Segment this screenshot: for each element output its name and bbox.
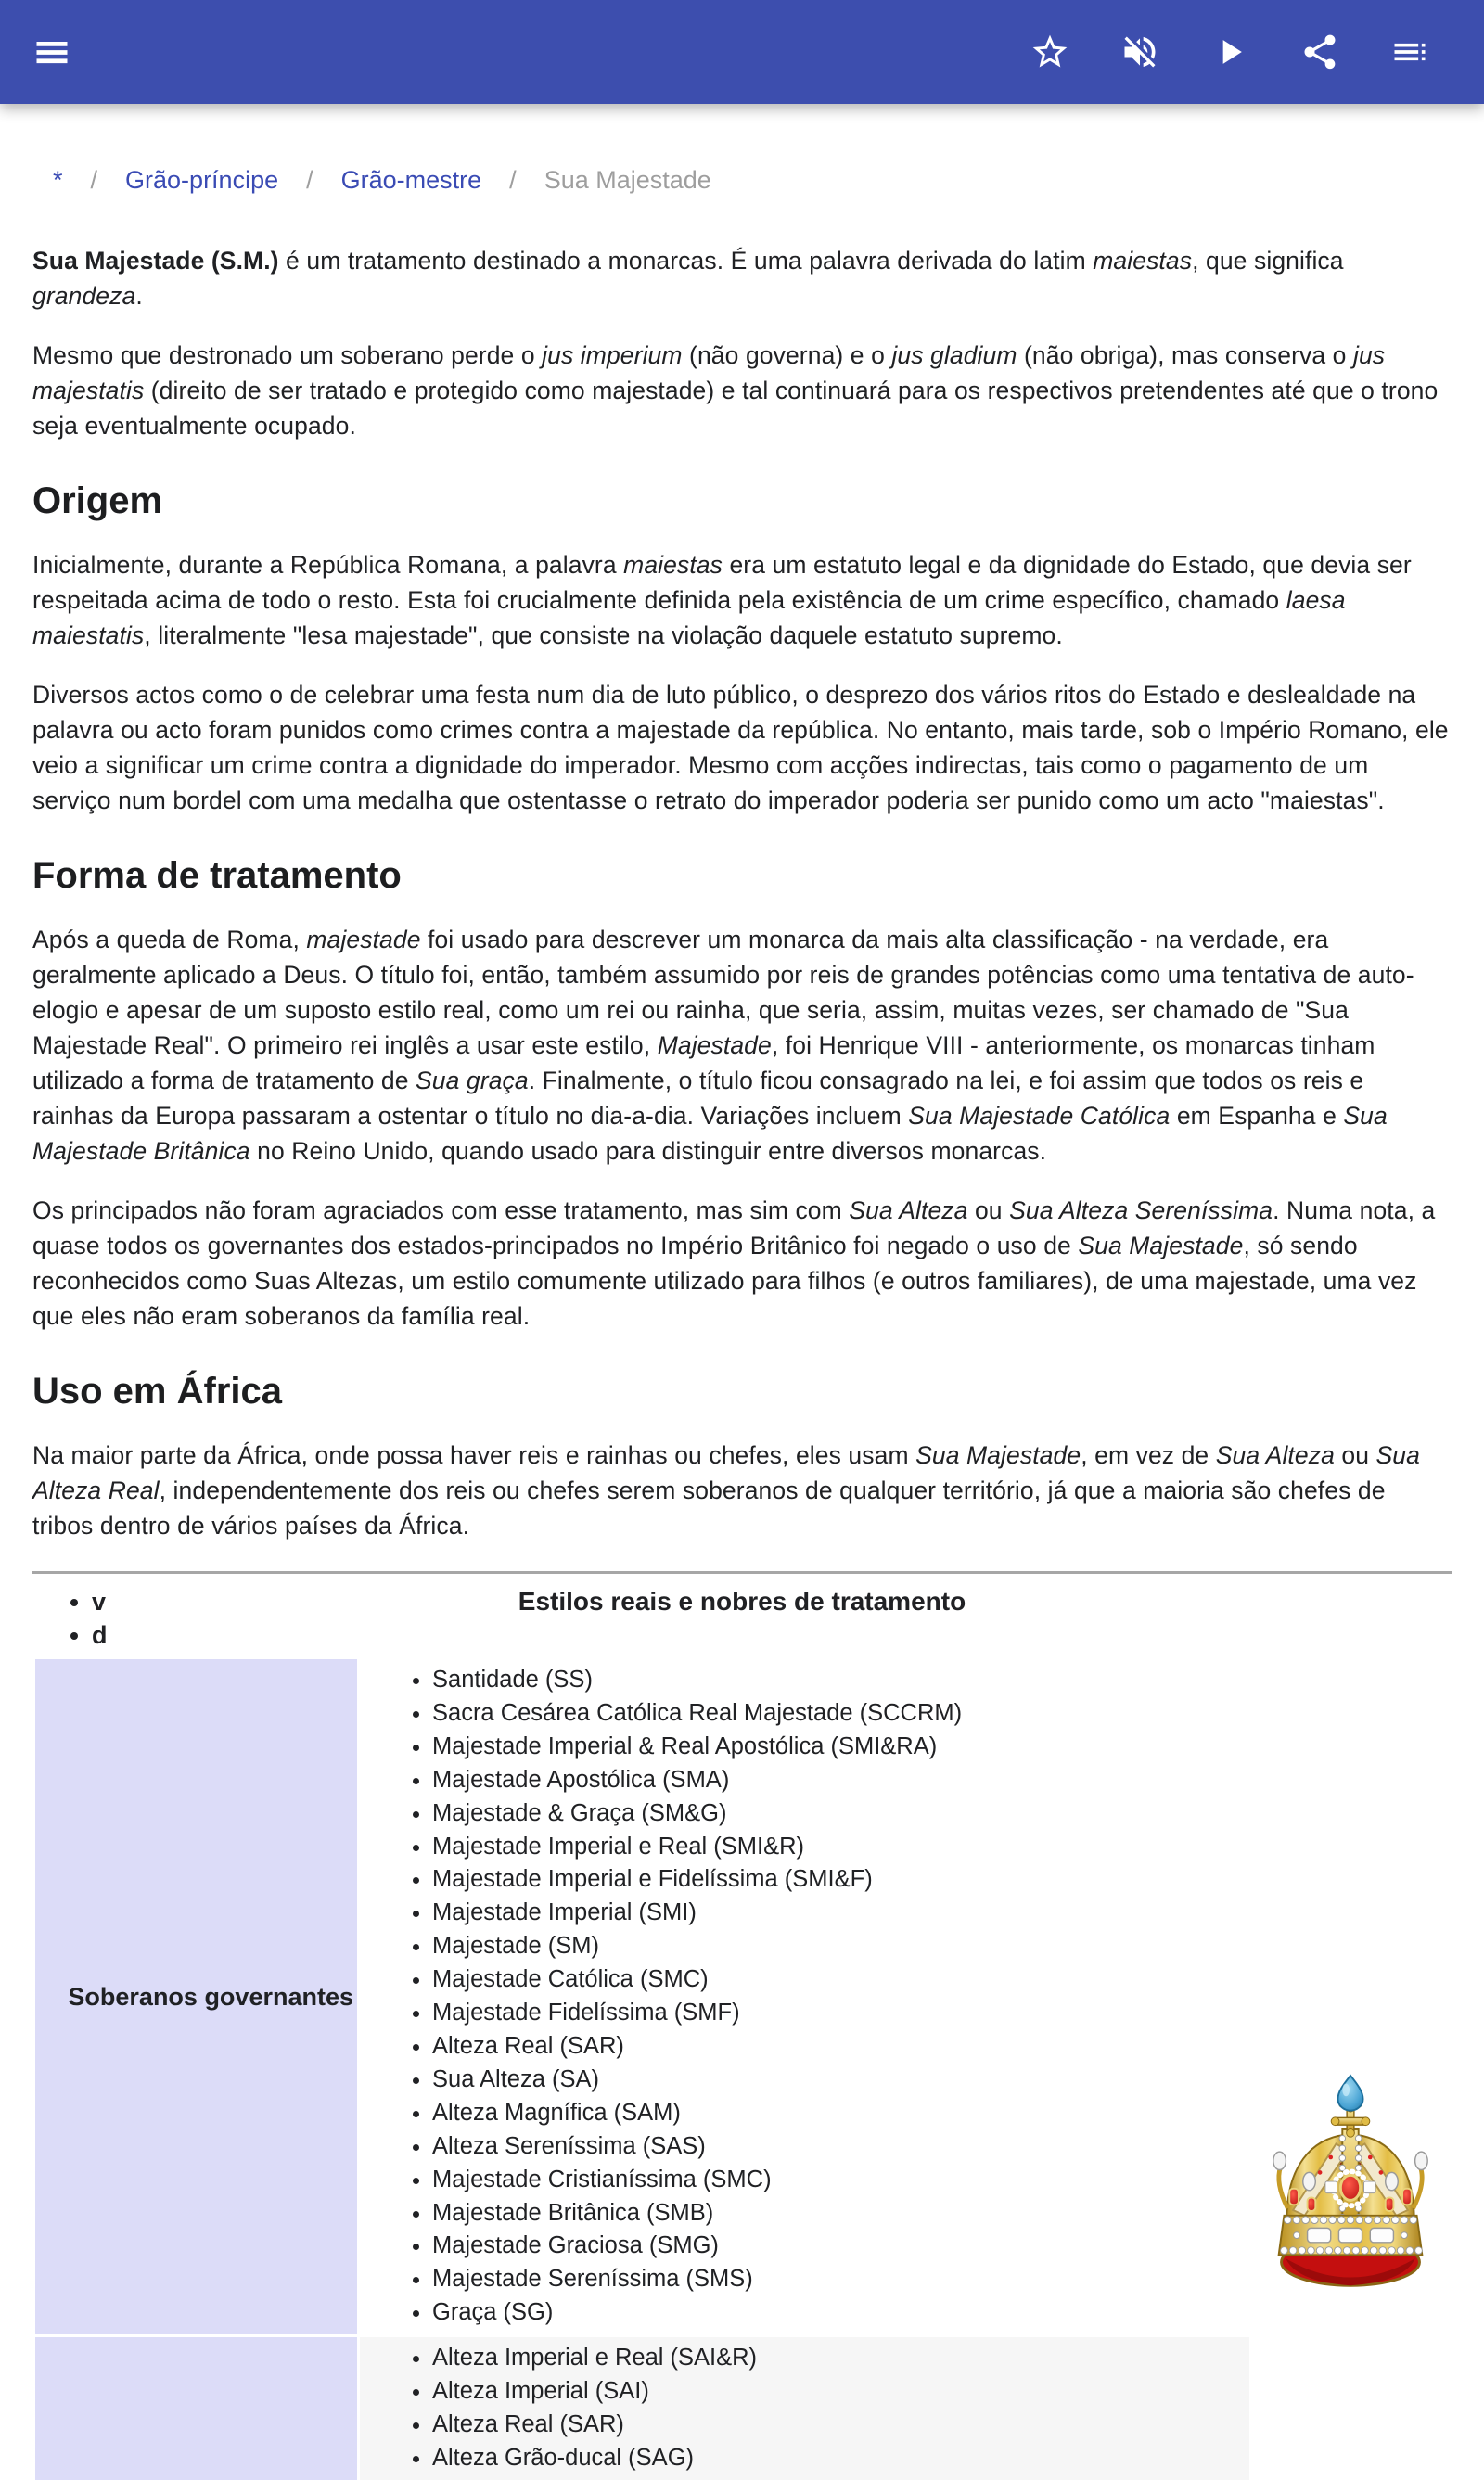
star-outline-icon[interactable] <box>1030 32 1070 72</box>
navbox-table <box>35 1659 1447 2480</box>
section-heading: Origem <box>32 480 163 521</box>
menu-icon[interactable] <box>32 32 72 72</box>
breadcrumb <box>53 161 1452 198</box>
article-paragraph: Inicialmente, durante a República Romana, a palavra maiestas era um estatuto legal e da dignidade do Estado, que devia ser respeitada acima de todo o resto. Esta foi crucialmente definida pela existência de um crime específico, chamado laesa maiestatis, literalmente "lesa majestade", que consiste na violação daquele estatuto supremo. <box>32 551 1412 649</box>
navbox-group-label: Soberanos governantes <box>35 1659 357 2334</box>
article-paragraph: Após a queda de Roma, majestade foi usado para descrever um monarca da mais alta classificação - na verdade, era geralmente aplicado a Deus. O título foi, então, também assumido por reis de grandes potências como uma tentativa de auto-elogio e apesar de um suposto estilo real, como um rei ou rainha, que seria, assim, muitas vezes, ser chamado de "Sua Majestade Real". O primeiro rei inglês a usar este estilo, Majestade, foi Henrique VIII - anteriormente, os monarcas tinham utilizado a forma de tratamento de Sua graça. Finalmente, o título ficou consagrado na lei, e foi assim que todos os reis e rainhas da Europa passaram a ostentar o título no dia-a-dia. Variações incluem Sua Majestade Católica em Espanha e Sua Majestade Britânica no Reino Unido, quando usado para distinguir entre diversos monarcas. <box>32 926 1414 1165</box>
breadcrumb-separator: / <box>306 166 313 194</box>
breadcrumb-current: Sua Majestade <box>544 166 711 194</box>
navbox-divider <box>32 1571 1452 1574</box>
style-item: • Alteza Imperial (SAI) <box>432 2375 1249 2409</box>
breadcrumb-separator: / <box>509 166 517 194</box>
style-item: • Majestade & Graça (SM&G) <box>432 1797 1249 1831</box>
style-item: • Majestade (SM) <box>432 1930 1249 1963</box>
style-item: • Graça (SG) <box>432 2296 1249 2330</box>
style-item: • Alteza Real (SAR) <box>432 2409 1249 2442</box>
article-paragraph: Sua Majestade (S.M.) é um tratamento destinado a monarcas. É uma palavra derivada do latim maiestas, que significa grandeza. <box>32 247 1344 310</box>
breadcrumb-link[interactable]: Grão-mestre <box>340 166 482 194</box>
article-paragraph: Diversos actos como o de celebrar uma festa num dia de luto público, o desprezo dos vários ritos do Estado e deslealdade na palavra ou acto foram punidos como crimes contra a majestade da república. No entanto, mais tarde, sob o Império Romano, ele veio a significar um crime contra a dignidade do imperador. Mesmo com acções indirectas, tais como o pagamento de um serviço num bordel com uma medalha que ostentasse o retrato do imperador poderia ser punido como um acto "maiestas". <box>32 681 1449 814</box>
navbox-link-d[interactable]: • d <box>92 1618 1452 1652</box>
navbox-link-v[interactable]: • v <box>92 1585 1452 1618</box>
breadcrumb-link[interactable]: * <box>53 166 63 194</box>
app-bar <box>0 0 1484 104</box>
play-icon[interactable] <box>1209 32 1250 72</box>
style-item: • Alteza Real (SAR) <box>432 2030 1249 2064</box>
article-paragraph: Mesmo que destronado um soberano perde o jus imperium (não governa) e o jus gladium (não obriga), mas conserva o jus majestatis (direito de ser tratado e protegido como majestade) e tal continuará para os respectivos pretendentes até que o trono seja eventualmente ocupado. <box>32 341 1439 440</box>
section-heading: Forma de tratamento <box>32 855 402 896</box>
style-item: • Majestade Sereníssima (SMS) <box>432 2263 1249 2296</box>
share-icon[interactable] <box>1299 32 1340 72</box>
style-item: • Santidade (SS) <box>432 1664 1249 1697</box>
breadcrumb-separator: / <box>90 166 98 194</box>
toc-icon[interactable] <box>1389 32 1430 72</box>
style-item: • Alteza Imperial e Real (SAI&R) <box>432 2342 1249 2375</box>
style-item: • Alteza Grão-ducal (SAG) <box>432 2442 1249 2475</box>
breadcrumb-link[interactable]: Grão-príncipe <box>125 166 279 194</box>
style-item: • Alteza Sereníssima (SAS) <box>432 2130 1249 2164</box>
style-item: • Majestade Imperial & Real Apostólica (SMI&RA) <box>432 1731 1249 1764</box>
navbox-image-cell <box>1252 1659 1447 2480</box>
volume-off-icon[interactable] <box>1119 32 1160 72</box>
navbox-list-cell <box>360 2337 1249 2480</box>
article-sections <box>32 479 1452 1543</box>
navbox-title: Estilos reais e nobres de tratamento <box>518 1587 966 1616</box>
imperial-crown-image[interactable] <box>1260 2074 1441 2293</box>
style-item: • Majestade Imperial (SMI) <box>432 1897 1249 1930</box>
style-item: • Majestade Fidelíssima (SMF) <box>432 1997 1249 2030</box>
appbar-actions <box>1030 32 1430 72</box>
navbox-header <box>32 1585 1452 1654</box>
style-item: • Majestade Apostólica (SMA) <box>432 1764 1249 1797</box>
style-item: • Majestade Imperial e Fidelíssima (SMI&F) <box>432 1863 1249 1897</box>
article-paragraph: Os principados não foram agraciados com esse tratamento, mas sim com Sua Alteza ou Sua Alteza Sereníssima. Numa nota, a quase todos os governantes dos estados-principados no Império Britânico foi negado o uso de Sua Majestade, só sendo reconhecidos como Suas Altezas, um estilo comumente utilizado para filhos (e outros familiares), de uma majestade, uma vez que eles não eram soberanos da família real. <box>32 1196 1436 1330</box>
article-intro <box>32 243 1452 443</box>
article-paragraph: Na maior parte da África, onde possa haver reis e rainhas ou chefes, eles usam Sua Majestade, em vez de Sua Alteza ou Sua Alteza Real, independentemente dos reis ou chefes serem soberanos de qualquer território, já que a maioria são chefes de tribos dentro de vários países da África. <box>32 1441 1420 1540</box>
style-item: • Majestade Católica (SMC) <box>432 1963 1249 1997</box>
style-item: • Majestade Graciosa (SMG) <box>432 2230 1249 2263</box>
style-item: • Majestade Britânica (SMB) <box>432 2197 1249 2231</box>
navbox-group-label <box>35 2337 357 2480</box>
style-item: • Sacra Cesárea Católica Real Majestade (SCCRM) <box>432 1697 1249 1731</box>
navbox-list-cell <box>360 1659 1249 2334</box>
style-item: • Sua Alteza (SA) <box>432 2064 1249 2097</box>
style-item: • Majestade Cristianíssima (SMC) <box>432 2164 1249 2197</box>
section-heading: Uso em África <box>32 1371 282 1412</box>
style-item: • Alteza Magnífica (SAM) <box>432 2097 1249 2130</box>
style-item: • Majestade Imperial e Real (SMI&R) <box>432 1831 1249 1864</box>
